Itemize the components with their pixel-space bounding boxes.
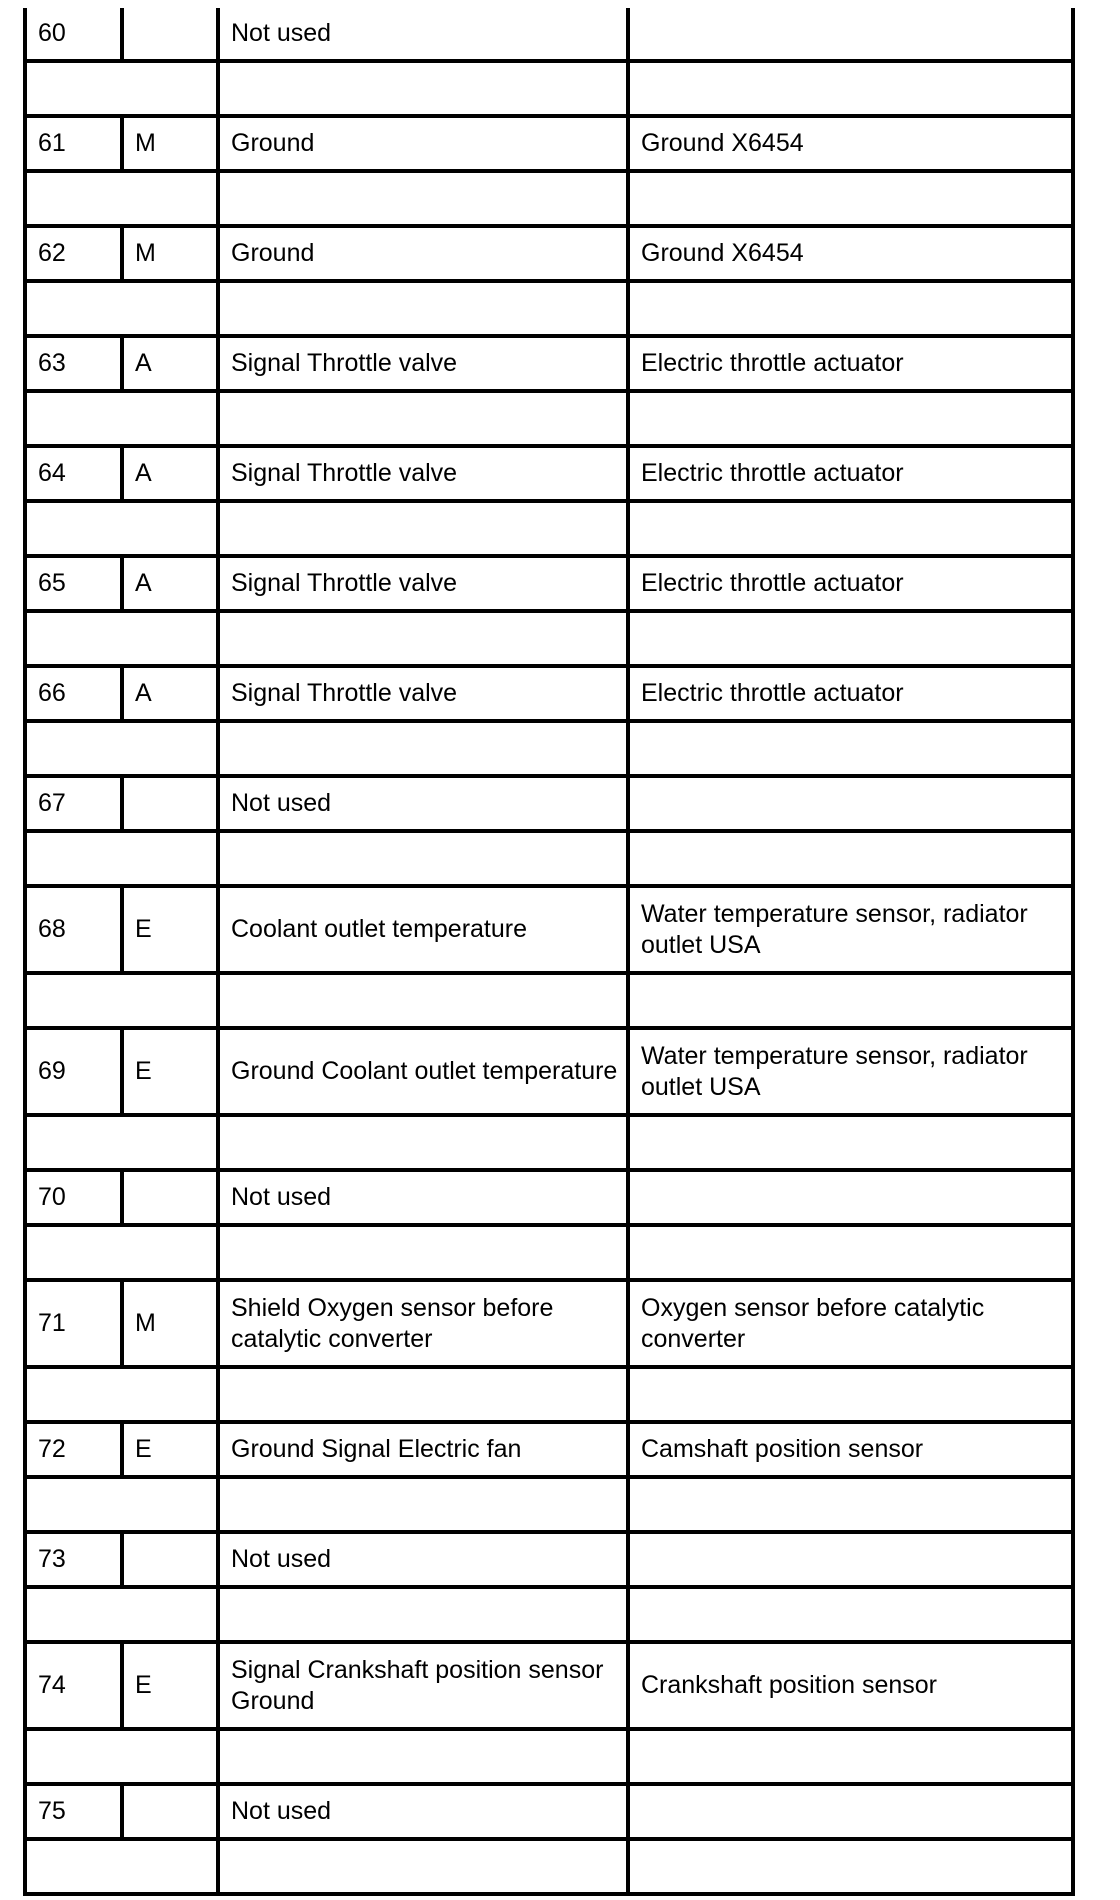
spacer-cell — [218, 611, 628, 666]
spacer-cell — [628, 501, 1073, 556]
spacer-cell — [628, 1115, 1073, 1170]
type-cell — [122, 776, 218, 831]
type-cell — [122, 1170, 218, 1225]
type-cell: E — [122, 1642, 218, 1729]
spacer-cell — [25, 721, 218, 776]
spacer-cell — [628, 1587, 1073, 1642]
type-cell: E — [122, 1028, 218, 1115]
component-cell: Camshaft position sensor — [628, 1422, 1073, 1477]
table-row — [25, 556, 1073, 611]
table-row — [25, 8, 1073, 61]
type-cell: M — [122, 1280, 218, 1367]
spacer-row — [25, 501, 1073, 556]
spacer-cell — [218, 1729, 628, 1784]
component-cell: Crankshaft position sensor — [628, 1642, 1073, 1729]
spacer-cell — [25, 391, 218, 446]
component-cell: Electric throttle actuator — [628, 336, 1073, 391]
table-row — [25, 116, 1073, 171]
spacer-cell — [25, 1729, 218, 1784]
spacer-cell — [25, 501, 218, 556]
spacer-cell — [628, 1367, 1073, 1422]
spacer-cell — [628, 611, 1073, 666]
table-row — [25, 226, 1073, 281]
spacer-cell — [25, 61, 218, 116]
spacer-row — [25, 1839, 1073, 1894]
component-cell: Water temperature sensor, radiator outlet USA — [628, 1028, 1073, 1115]
component-cell — [628, 8, 1073, 61]
type-cell — [122, 1784, 218, 1839]
spacer-row — [25, 281, 1073, 336]
spacer-cell — [218, 1225, 628, 1280]
description-cell: Ground — [218, 116, 628, 171]
pin-cell: 65 — [25, 556, 122, 611]
pin-cell: 67 — [25, 776, 122, 831]
type-cell: E — [122, 1422, 218, 1477]
spacer-row — [25, 171, 1073, 226]
spacer-cell — [25, 1115, 218, 1170]
component-cell — [628, 776, 1073, 831]
spacer-row — [25, 1115, 1073, 1170]
component-cell: Ground X6454 — [628, 116, 1073, 171]
description-cell: Ground — [218, 226, 628, 281]
spacer-cell — [218, 973, 628, 1028]
spacer-row — [25, 1587, 1073, 1642]
spacer-cell — [25, 973, 218, 1028]
pin-table-body — [25, 8, 1073, 1894]
spacer-cell — [218, 171, 628, 226]
spacer-cell — [218, 61, 628, 116]
description-cell: Not used — [218, 8, 628, 61]
spacer-cell — [25, 1587, 218, 1642]
spacer-cell — [628, 1225, 1073, 1280]
spacer-row — [25, 61, 1073, 116]
spacer-cell — [25, 171, 218, 226]
pin-cell: 71 — [25, 1280, 122, 1367]
component-cell: Electric throttle actuator — [628, 666, 1073, 721]
spacer-cell — [218, 831, 628, 886]
pin-cell: 64 — [25, 446, 122, 501]
table-row — [25, 1028, 1073, 1115]
spacer-cell — [218, 1587, 628, 1642]
spacer-row — [25, 1367, 1073, 1422]
spacer-cell — [25, 831, 218, 886]
table-row — [25, 886, 1073, 973]
spacer-row — [25, 611, 1073, 666]
description-cell: Not used — [218, 776, 628, 831]
description-cell: Not used — [218, 1170, 628, 1225]
pin-cell: 75 — [25, 1784, 122, 1839]
type-cell: M — [122, 116, 218, 171]
spacer-cell — [628, 171, 1073, 226]
table-row — [25, 666, 1073, 721]
table-row — [25, 1170, 1073, 1225]
spacer-cell — [25, 1839, 218, 1894]
spacer-cell — [628, 973, 1073, 1028]
table-row — [25, 1532, 1073, 1587]
table-row — [25, 446, 1073, 501]
spacer-cell — [628, 391, 1073, 446]
table-row — [25, 1422, 1073, 1477]
spacer-cell — [25, 1225, 218, 1280]
spacer-cell — [25, 1367, 218, 1422]
pin-cell: 73 — [25, 1532, 122, 1587]
pin-cell: 63 — [25, 336, 122, 391]
spacer-cell — [218, 391, 628, 446]
spacer-row — [25, 721, 1073, 776]
type-cell: A — [122, 336, 218, 391]
spacer-cell — [25, 1477, 218, 1532]
component-cell: Electric throttle actuator — [628, 446, 1073, 501]
pin-cell: 74 — [25, 1642, 122, 1729]
spacer-cell — [218, 1839, 628, 1894]
spacer-cell — [628, 281, 1073, 336]
spacer-cell — [218, 501, 628, 556]
description-cell: Signal Throttle valve — [218, 446, 628, 501]
component-cell: Electric throttle actuator — [628, 556, 1073, 611]
component-cell: Oxygen sensor before catalytic converter — [628, 1280, 1073, 1367]
spacer-row — [25, 1477, 1073, 1532]
spacer-row — [25, 1729, 1073, 1784]
spacer-cell — [218, 1367, 628, 1422]
spacer-cell — [628, 831, 1073, 886]
description-cell: Ground Coolant outlet temperature — [218, 1028, 628, 1115]
spacer-row — [25, 973, 1073, 1028]
spacer-cell — [218, 721, 628, 776]
spacer-row — [25, 1225, 1073, 1280]
description-cell: Signal Throttle valve — [218, 556, 628, 611]
pin-cell: 61 — [25, 116, 122, 171]
component-cell — [628, 1532, 1073, 1587]
type-cell — [122, 1532, 218, 1587]
pin-cell: 66 — [25, 666, 122, 721]
spacer-row — [25, 831, 1073, 886]
spacer-cell — [218, 281, 628, 336]
component-cell: Ground X6454 — [628, 226, 1073, 281]
description-cell: Coolant outlet temperature — [218, 886, 628, 973]
description-cell: Not used — [218, 1784, 628, 1839]
type-cell: A — [122, 556, 218, 611]
pin-cell: 62 — [25, 226, 122, 281]
spacer-cell — [218, 1115, 628, 1170]
pin-cell: 68 — [25, 886, 122, 973]
spacer-cell — [628, 61, 1073, 116]
spacer-cell — [628, 721, 1073, 776]
table-row — [25, 1784, 1073, 1839]
spacer-cell — [628, 1477, 1073, 1532]
type-cell: A — [122, 666, 218, 721]
pin-cell: 72 — [25, 1422, 122, 1477]
type-cell — [122, 8, 218, 61]
description-cell: Signal Throttle valve — [218, 666, 628, 721]
pin-assignment-table — [23, 8, 1075, 1896]
type-cell: M — [122, 226, 218, 281]
table-row — [25, 336, 1073, 391]
pin-cell: 60 — [25, 8, 122, 61]
description-cell: Ground Signal Electric fan — [218, 1422, 628, 1477]
description-cell: Signal Throttle valve — [218, 336, 628, 391]
component-cell — [628, 1784, 1073, 1839]
spacer-cell — [25, 611, 218, 666]
spacer-cell — [628, 1729, 1073, 1784]
description-cell: Signal Crankshaft position sensor Ground — [218, 1642, 628, 1729]
pin-cell: 70 — [25, 1170, 122, 1225]
description-cell: Shield Oxygen sensor before catalytic converter — [218, 1280, 628, 1367]
type-cell: A — [122, 446, 218, 501]
spacer-cell — [25, 281, 218, 336]
pin-cell: 69 — [25, 1028, 122, 1115]
spacer-cell — [628, 1839, 1073, 1894]
spacer-row — [25, 391, 1073, 446]
spacer-cell — [218, 1477, 628, 1532]
table-row — [25, 1280, 1073, 1367]
component-cell: Water temperature sensor, radiator outlet USA — [628, 886, 1073, 973]
type-cell: E — [122, 886, 218, 973]
component-cell — [628, 1170, 1073, 1225]
table-row — [25, 776, 1073, 831]
description-cell: Not used — [218, 1532, 628, 1587]
table-row — [25, 1642, 1073, 1729]
